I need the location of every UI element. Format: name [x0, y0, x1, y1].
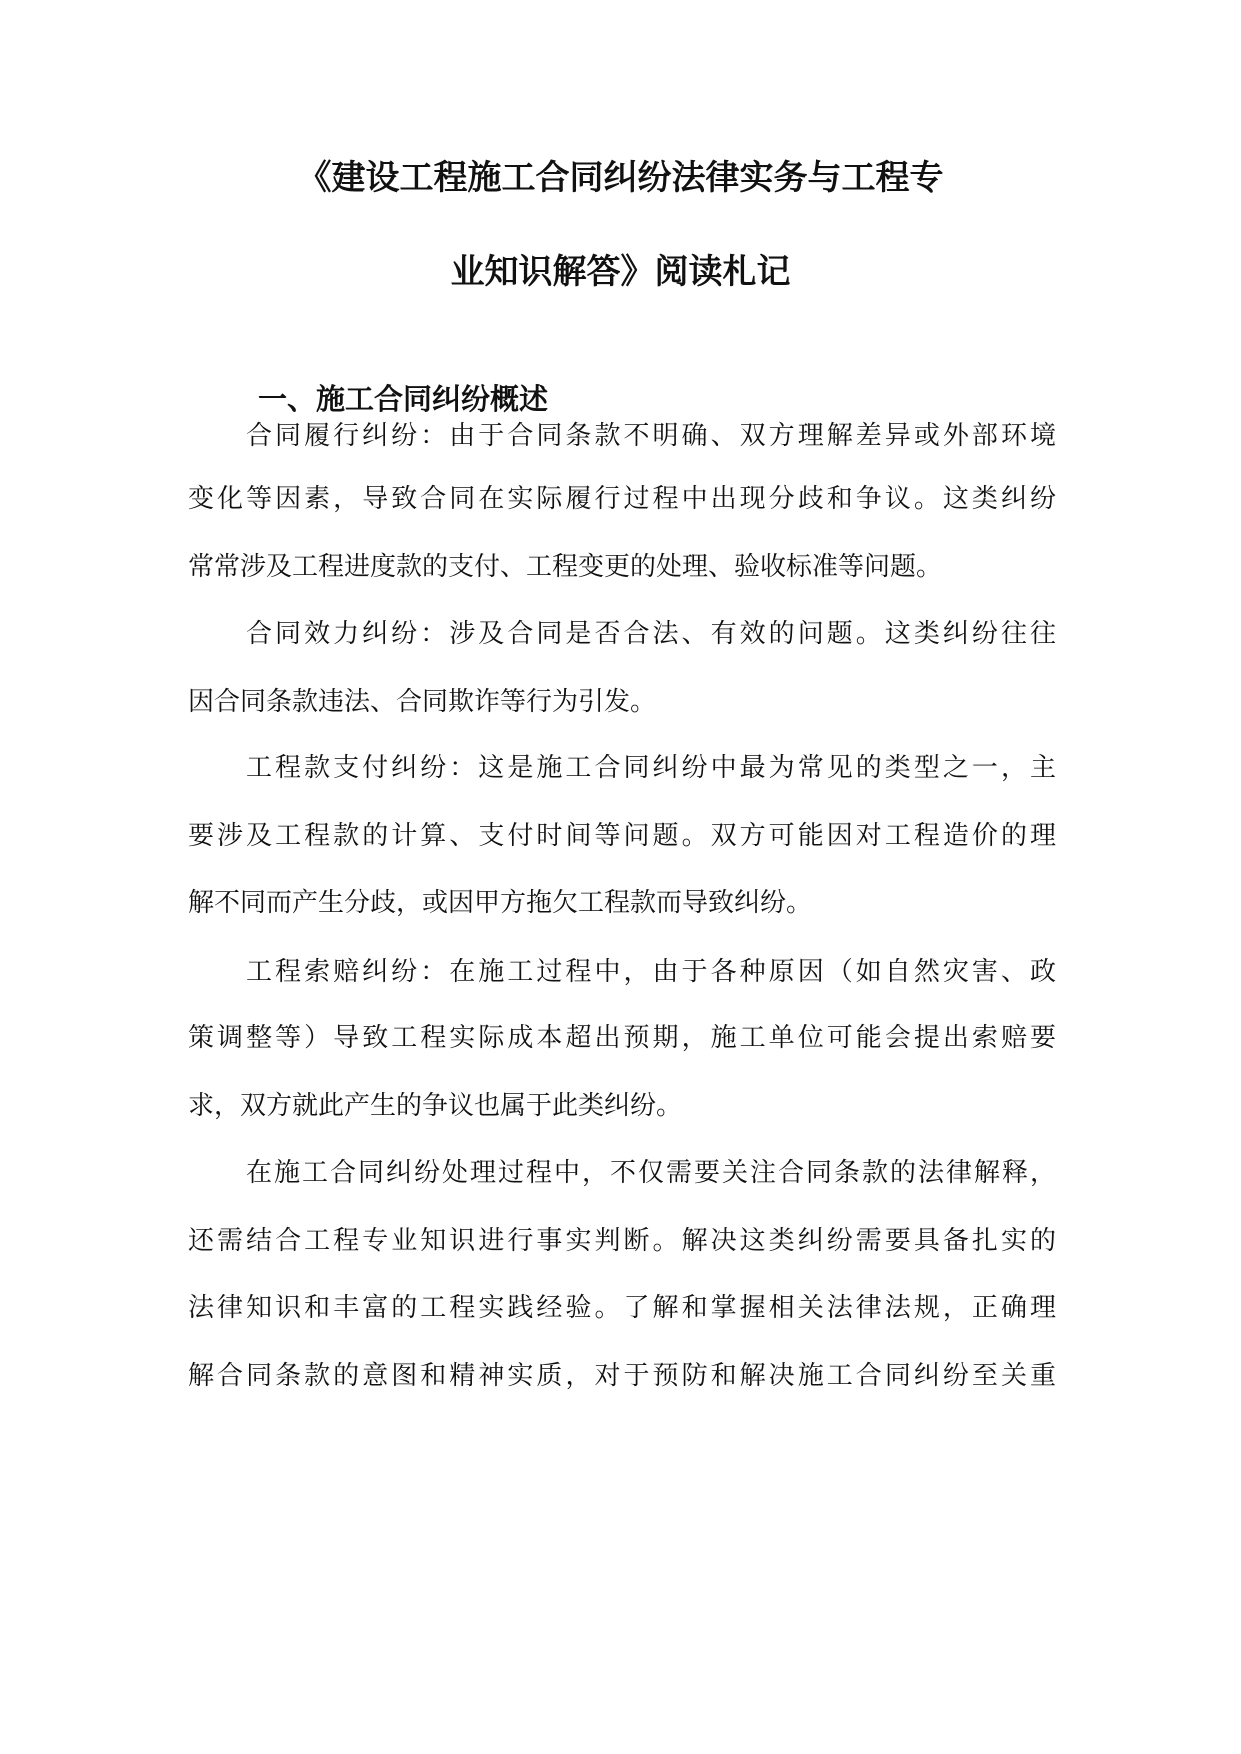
paragraph-5-line-4: 解合同条款的意图和精神实质，对于预防和解决施工合同纠纷至关重 [188, 1361, 1056, 1391]
paragraph-3-line-1: 工程款支付纠纷：这是施工合同纠纷中最为常见的类型之一，主 [246, 753, 1056, 783]
paragraph-1-line-3: 常常涉及工程进度款的支付、工程变更的处理、验收标准等问题。 [188, 552, 943, 582]
paragraph-3-line-2: 要涉及工程款的计算、支付时间等问题。双方可能因对工程造价的理 [188, 821, 1056, 851]
paragraph-2-line-2: 因合同条款违法、合同欺诈等行为引发。 [188, 687, 657, 717]
paragraph-5-line-1: 在施工合同纠纷处理过程中，不仅需要关注合同条款的法律解释， [246, 1158, 1056, 1188]
paragraph-4-line-3: 求，双方就此产生的争议也属于此类纠纷。 [188, 1091, 683, 1121]
document-title-line-1: 《建设工程施工合同纠纷法律实务与工程专 [297, 158, 944, 198]
document-title-line-2: 业知识解答》阅读札记 [450, 252, 791, 292]
paragraph-4-line-1: 工程索赔纠纷：在施工过程中，由于各种原因（如自然灾害、政 [246, 957, 1056, 987]
paragraph-5-line-2: 还需结合工程专业知识进行事实判断。解决这类纠纷需要具备扎实的 [188, 1226, 1056, 1256]
paragraph-3-line-3: 解不同而产生分歧，或因甲方拖欠工程款而导致纠纷。 [188, 888, 813, 918]
paragraph-2-line-1: 合同效力纠纷：涉及合同是否合法、有效的问题。这类纠纷往往 [246, 619, 1056, 649]
paragraph-4-line-2: 策调整等）导致工程实际成本超出预期，施工单位可能会提出索赔要 [188, 1023, 1056, 1053]
paragraph-1-line-1: 合同履行纠纷：由于合同条款不明确、双方理解差异或外部环境 [246, 421, 1056, 451]
paragraph-1-line-2: 变化等因素，导致合同在实际履行过程中出现分歧和争议。这类纠纷 [188, 484, 1056, 514]
section-heading: 一、施工合同纠纷概述 [258, 382, 549, 416]
paragraph-5-line-3: 法律知识和丰富的工程实践经验。了解和掌握相关法律法规，正确理 [188, 1293, 1056, 1323]
